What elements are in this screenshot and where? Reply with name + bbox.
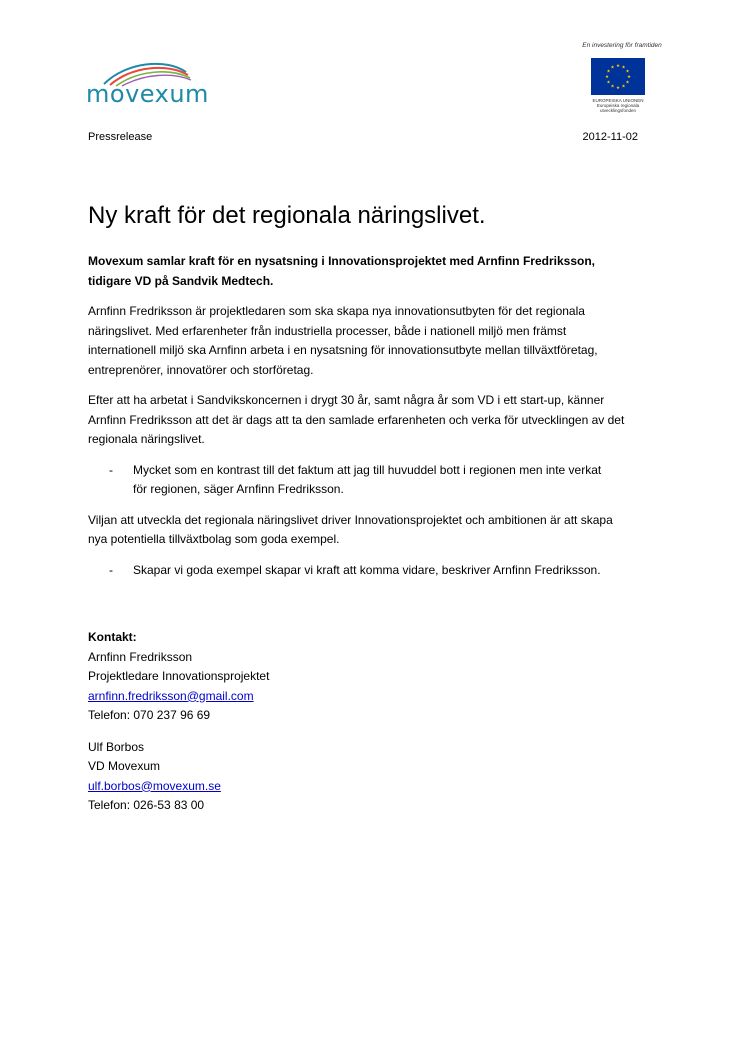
contact-name: Arnfinn Fredriksson [88, 649, 193, 664]
paragraph [88, 511, 668, 550]
text-line: Viljan att utveckla det regionala näringslivet driver Innovationsprojektet och ambitionen är att skapa [88, 512, 613, 527]
text-line: nya potentiella tillväxtbolag som goda exempel. [88, 532, 340, 546]
star-icon: ★ [625, 79, 630, 85]
star-icon: ★ [625, 68, 630, 74]
text-line: näringslivet. Med erfarenheter från industriella processer, både i nationell miljö men främst [88, 323, 567, 338]
star-icon: ★ [621, 64, 626, 70]
article-body [88, 252, 668, 591]
logo-wordmark: movexum [86, 80, 209, 108]
movexum-logo [86, 58, 208, 114]
contact-role: Projektledare Innovationsprojektet [88, 669, 270, 683]
doc-type-label: Pressrelease [88, 131, 153, 143]
header-row [88, 131, 638, 143]
page-title: Ny kraft för det regionala näringslivet. [88, 202, 486, 229]
eu-caption [568, 98, 668, 113]
eu-emblem [568, 42, 676, 122]
eu-line-3: utvecklingsfonden [599, 108, 637, 113]
star-icon: ★ [604, 74, 610, 80]
star-icon: ★ [610, 83, 615, 89]
paragraph [88, 302, 668, 380]
text-line: entreprenörer, innovatörer och storföretag. [88, 362, 314, 377]
contact-role: VD Movexum [88, 759, 161, 773]
eu-line-2: Europeiska regionala [596, 103, 640, 108]
text-line: Arnfinn Fredriksson att det är dags att ta den samlade erfarenheten och verka för utvecklingen av det [88, 412, 625, 427]
eu-line-1: EUROPEISKA UNIONEN [592, 98, 644, 103]
contact-block [88, 628, 269, 816]
star-icon: ★ [615, 85, 621, 91]
eu-tagline: En investering för framtiden [582, 42, 662, 49]
text-line: för regionen, säger Arnfinn Fredriksson. [133, 482, 344, 496]
lead-line: Movexum samlar kraft för en nysatsning i Innovationsprojektet med Arnfinn Fredriksson, [88, 254, 595, 268]
text-line: Mycket som en kontrast till det faktum att jag till huvuddel bott i regionen men inte verkat [133, 462, 602, 477]
text-line: Efter att ha arbetat i Sandvikskoncernen i drygt 30 år, samt några år som VD i ett start-up, känner [88, 393, 605, 407]
text-line: internationell miljö ska Arnfinn arbeta i en nysatsning för innovationsutbyte mellan tillväxtföretag, [88, 343, 598, 357]
lead-paragraph [88, 252, 668, 291]
dash-bullet: - [109, 462, 113, 477]
quote-text [133, 461, 601, 500]
contact-phone: Telefon: 070 237 96 69 [88, 708, 211, 722]
quote-item [88, 561, 668, 581]
star-icon: ★ [606, 68, 611, 74]
release-date: 2012-11-02 [582, 131, 638, 143]
eu-flag-icon [591, 58, 645, 95]
text-line: Arnfinn Fredriksson är projektledaren som ska skapa nya innovationsutbyten för det regionala [88, 304, 585, 318]
quote-text: Skapar vi goda exempel skapar vi kraft att komma vidare, beskriver Arnfinn Fredriksson. [133, 562, 601, 577]
contact-heading: Kontakt: [88, 630, 137, 644]
star-icon: ★ [621, 83, 626, 89]
contact-name: Ulf Borbos [88, 739, 145, 754]
dash-bullet: - [109, 562, 113, 577]
star-icon: ★ [610, 64, 615, 70]
star-icon: ★ [606, 79, 611, 85]
star-icon: ★ [615, 63, 621, 69]
lead-line: tidigare VD på Sandvik Medtech. [88, 273, 274, 288]
contact-email-link[interactable]: arnfinn.fredriksson@gmail.com [88, 688, 254, 703]
contact-phone: Telefon: 026-53 83 00 [88, 798, 205, 812]
paragraph [88, 391, 668, 450]
contact-email-link[interactable]: ulf.borbos@movexum.se [88, 778, 221, 793]
text-line: regionala näringslivet. [88, 432, 205, 446]
star-icon: ★ [626, 74, 632, 80]
quote-item [88, 461, 668, 500]
